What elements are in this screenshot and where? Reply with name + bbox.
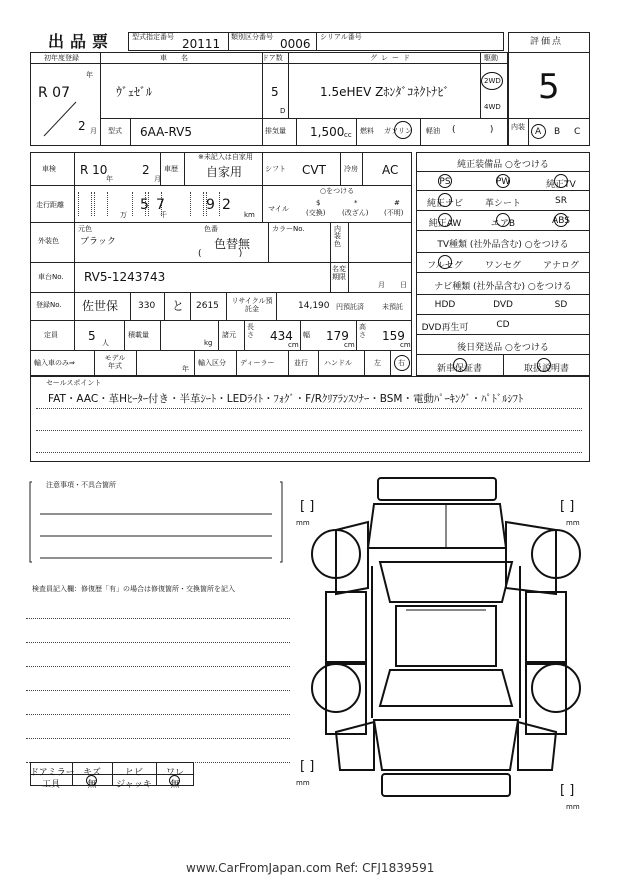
equipment-item: 純正AW: [428, 219, 462, 229]
history-label: 車歴: [164, 165, 178, 173]
equipment-item-circle: [438, 174, 452, 188]
handle-right: 右: [398, 359, 405, 367]
name-change-label: 名変期限: [332, 265, 346, 281]
fuel-gas: ガソリン: [384, 127, 412, 135]
fuel-gas-circle: [394, 121, 412, 139]
first-reg-year: R 07: [38, 85, 70, 101]
import-category-label: 輸入区分: [198, 359, 226, 367]
inspector-line: [26, 666, 290, 667]
equipment-item: 純正TV: [546, 180, 576, 190]
drive-2wd: 2WD: [484, 77, 501, 85]
inspector-line: [26, 690, 290, 691]
diagram-mm-tl: mm: [296, 519, 310, 527]
load-unit: kg: [204, 339, 213, 347]
equipment-item-circle: [554, 213, 568, 227]
equipment-item-circle: [554, 174, 568, 188]
displacement: 1,500: [310, 125, 345, 139]
length-unit: cm: [288, 341, 299, 349]
equipment-item: 純正ナビ: [426, 199, 463, 209]
equipment-item: PW: [495, 177, 511, 187]
name-change-month: 月: [378, 281, 385, 289]
mileage-digit: 7: [156, 197, 165, 213]
ac-label: 冷房: [344, 165, 358, 173]
width-unit: cm: [344, 341, 355, 349]
registration-number: 2615: [196, 301, 219, 311]
navi-title: ナビ種類 (社外品含む) ○をつける: [434, 282, 572, 292]
mileage-digit: 2: [222, 197, 231, 213]
mileage-unknown: (不明): [384, 209, 404, 217]
diagram-mm-tr: mm: [566, 519, 580, 527]
width-value: 179: [326, 329, 349, 343]
later-manual: 取扱説明書: [523, 364, 569, 374]
recycle-unit: 円預託済: [336, 303, 364, 311]
registration-city: 佐世保: [82, 299, 119, 313]
equipment-item-circle: [496, 174, 510, 188]
mileage-digit: 5: [140, 197, 149, 213]
defects-label: 注意事項・不具合箇所: [46, 481, 116, 489]
interior-color-label: 内装色: [334, 225, 341, 248]
recycle-unpaid: 未預託: [382, 303, 403, 311]
inspector-line: [26, 642, 290, 643]
doors: 5: [271, 85, 279, 99]
legend-jack: ジャッキ: [116, 780, 152, 790]
footer-watermark: www.CarFromJapan.com Ref: CFJ1839591: [186, 861, 435, 875]
legend-break: ワレ: [165, 768, 184, 778]
equipment-item: エアB: [490, 219, 516, 229]
equipment-item: PS: [439, 177, 451, 187]
color-repaint: 色替無: [214, 237, 251, 251]
length-label: 長さ: [247, 323, 254, 339]
form-title: 出品票: [48, 32, 115, 51]
color-original-label: 元色: [78, 225, 92, 233]
capacity-value: 5: [88, 329, 96, 343]
fuel-label: 燃料: [360, 127, 374, 135]
diagram-mm-bl: mm: [296, 779, 310, 787]
model: 6AA-RV5: [140, 125, 192, 139]
name-label: 車名: [160, 54, 202, 62]
equipment-item: DVD: [493, 300, 513, 310]
equipment-item: CD: [496, 320, 510, 330]
inspection-month-unit: 月: [154, 175, 161, 183]
mileage-label: 走行距離: [36, 201, 64, 209]
equipment-item: ワンセグ: [484, 261, 521, 271]
year-label: 初年度登録: [44, 54, 79, 62]
inspector-label: 検査員記入欄：修復歴「有」の場合は修復箇所・交換箇所を記入: [32, 585, 235, 593]
fuel-bracket: ( ): [452, 125, 494, 135]
color-number-bracket: ( ): [198, 249, 243, 259]
inspector-line: [26, 738, 290, 739]
mileage-digit-box: [78, 192, 92, 216]
diagram-bracket-tl: [ ]: [300, 499, 315, 514]
equipment-title: 純正装備品 ○をつける: [457, 160, 549, 170]
chassis-label: 車台No.: [38, 273, 64, 281]
history-value: 自家用: [206, 165, 243, 179]
equipment-item: アナログ: [542, 261, 579, 271]
registration-kana: と: [172, 299, 185, 313]
shift-label: シフト: [265, 165, 286, 173]
height-unit: cm: [400, 341, 411, 349]
tools-mark-circle: [86, 775, 97, 786]
diagram-bracket-tr: [ ]: [560, 499, 575, 514]
name-change-day: 日: [400, 281, 407, 289]
import-label: 輸入車のみ⇒: [34, 359, 75, 367]
inspector-line: [26, 714, 290, 715]
mileage-exchanged: (交換): [306, 209, 326, 217]
legend-tools-mark: 無: [87, 780, 97, 790]
score-label: 評価点: [530, 37, 564, 47]
interior-c: C: [574, 127, 581, 137]
tv-title: TV種類 (社外品含む) ○をつける: [437, 240, 569, 250]
color-no-label: カラーNo.: [272, 225, 305, 233]
legend-scratch: キズ: [83, 768, 101, 778]
history-note: ※未記入は自家用: [198, 153, 253, 161]
chassis-value: RV5-1243743: [84, 270, 166, 284]
serial-label: シリアル番号: [320, 33, 362, 41]
handle-right-circle: [394, 355, 410, 371]
ac-value: AC: [382, 163, 399, 177]
interior-a: A: [535, 127, 542, 137]
dims-label: 諸元: [222, 331, 236, 339]
sales-label: セールスポイント: [46, 379, 102, 387]
grade: 1.5eHEV Zﾎﾝﾀﾞｺﾈｸﾄﾅﾋﾞ: [320, 85, 450, 99]
inspection-value: R 10: [80, 163, 108, 177]
registration-class: 330: [138, 301, 156, 311]
equipment-item-circle: [438, 255, 452, 269]
equipment-item-circle: [438, 193, 452, 207]
legend-jack-mark: 無: [170, 780, 180, 790]
drive-4wd: 4WD: [484, 103, 501, 111]
color-original: ブラック: [80, 237, 116, 247]
sales-text: FAT・AAC・革Hﾋｰﾀｰ付き・半革ｼｰﾄ・LEDﾗｲﾄ・ﾌｫｸﾞ・F/Rｸﾘｱﾗﾝｽｿﾅｰ・BSM・電動ﾊﾟｰｷﾝｸﾞ・ﾊﾟﾄﾞﾙｼﾌﾄ: [48, 393, 524, 405]
mileage-dollar: $: [316, 199, 321, 207]
height-value: 159: [382, 329, 405, 343]
later-warranty: 新車保証書: [436, 364, 482, 374]
color-label: 外装色: [38, 237, 59, 245]
notes-bracket: [26, 478, 296, 568]
year-divider: [40, 100, 80, 140]
inspection-year-unit: 年: [106, 175, 113, 183]
legend-crack: ヒビ: [124, 768, 143, 778]
score-value: 5: [538, 67, 560, 107]
drive-2wd-circle: [481, 72, 503, 90]
legend-tools: 工具: [41, 780, 60, 790]
car-name: ｳﾞｪｾﾞﾙ: [116, 85, 153, 99]
equipment-item: DVD再生可: [421, 323, 469, 333]
legend-door-mirror: ドアミラー: [30, 768, 75, 778]
color-number-label: 色番: [204, 225, 218, 233]
equipment-item: 革シート: [484, 199, 521, 209]
equipment-item-circle: [438, 213, 452, 227]
capacity-unit: 人: [102, 339, 109, 347]
mileage-sen: 千: [160, 211, 167, 219]
interior-a-circle: [531, 124, 546, 139]
later-manual-circle: [537, 358, 551, 372]
shift-value: CVT: [302, 163, 326, 177]
equipment-item-circle: [496, 213, 510, 227]
first-reg-month: 2: [78, 119, 86, 133]
equipment-item: HDD: [434, 300, 456, 310]
width-label: 幅: [303, 331, 310, 339]
mileage-tampered: (改ざん): [342, 209, 369, 217]
doors-label: ドア数: [262, 54, 283, 62]
displacement-label: 排気量: [265, 127, 286, 135]
class-no: 0006: [280, 37, 311, 51]
interior-b: B: [554, 127, 561, 137]
mileage-digit-box: [190, 192, 204, 216]
type-no-label: 型式指定番号: [132, 33, 174, 41]
handle-label: ハンドル: [324, 359, 352, 367]
model-year-unit: 年: [182, 365, 189, 373]
model-year-label: モデル年式: [104, 354, 126, 371]
equipment-item: SD: [554, 300, 568, 310]
mileage-hash: #: [394, 199, 400, 207]
mileage-option-note: ○をつける: [320, 187, 355, 195]
inspection-month: 2: [142, 163, 150, 177]
mileage-digit-box: [206, 192, 220, 216]
year-unit: 年: [86, 71, 93, 79]
equipment-item: フルセグ: [427, 261, 463, 271]
handle-left: 左: [374, 359, 381, 367]
length-value: 434: [270, 329, 293, 343]
registration-label: 登録No.: [36, 301, 62, 309]
import-dealer: ディーラー: [240, 359, 275, 367]
doors-sub: D: [280, 107, 286, 115]
fuel-diesel: 軽油: [426, 127, 440, 135]
mileage-digit-box: [94, 192, 108, 216]
sales-box: [30, 376, 590, 462]
mileage-digit: 9: [206, 197, 215, 213]
height-label: 高さ: [359, 323, 366, 339]
diagram-bracket-bl: [ ]: [300, 759, 315, 774]
diagram-mm-br: mm: [566, 803, 580, 811]
inspection-label: 車検: [42, 165, 56, 173]
class-no-label: 類別区分番号: [231, 33, 273, 41]
car-diagram: [296, 470, 596, 810]
diagram-bracket-br: [ ]: [560, 783, 575, 798]
equipment-item: SR: [555, 196, 567, 206]
month-unit: 月: [90, 127, 97, 135]
import-parallel: 並行: [294, 359, 308, 367]
recycle-label: リサイクル預託金: [231, 297, 273, 314]
load-label: 積載量: [128, 331, 149, 339]
later-warranty-circle: [453, 358, 467, 372]
recycle-value: 14,190: [298, 301, 330, 311]
displacement-unit: cc: [344, 131, 352, 139]
later-title: 後日発送品 ○をつける: [457, 343, 549, 353]
model-label: 型式: [108, 127, 122, 135]
mileage-man: 万: [120, 211, 127, 219]
drive-label: 駆動: [484, 54, 498, 62]
type-no: 20111: [182, 37, 221, 51]
grade-label: グレード: [370, 54, 414, 62]
interior-label: 内装: [511, 123, 525, 131]
inspector-line: [26, 618, 290, 619]
mileage-star: *: [354, 199, 358, 207]
mileage-mile: マイル: [268, 205, 289, 213]
capacity-label: 定員: [44, 331, 58, 339]
equipment-item: ABS: [552, 216, 570, 226]
mileage-km: km: [244, 211, 255, 219]
jack-mark-circle: [169, 775, 180, 786]
